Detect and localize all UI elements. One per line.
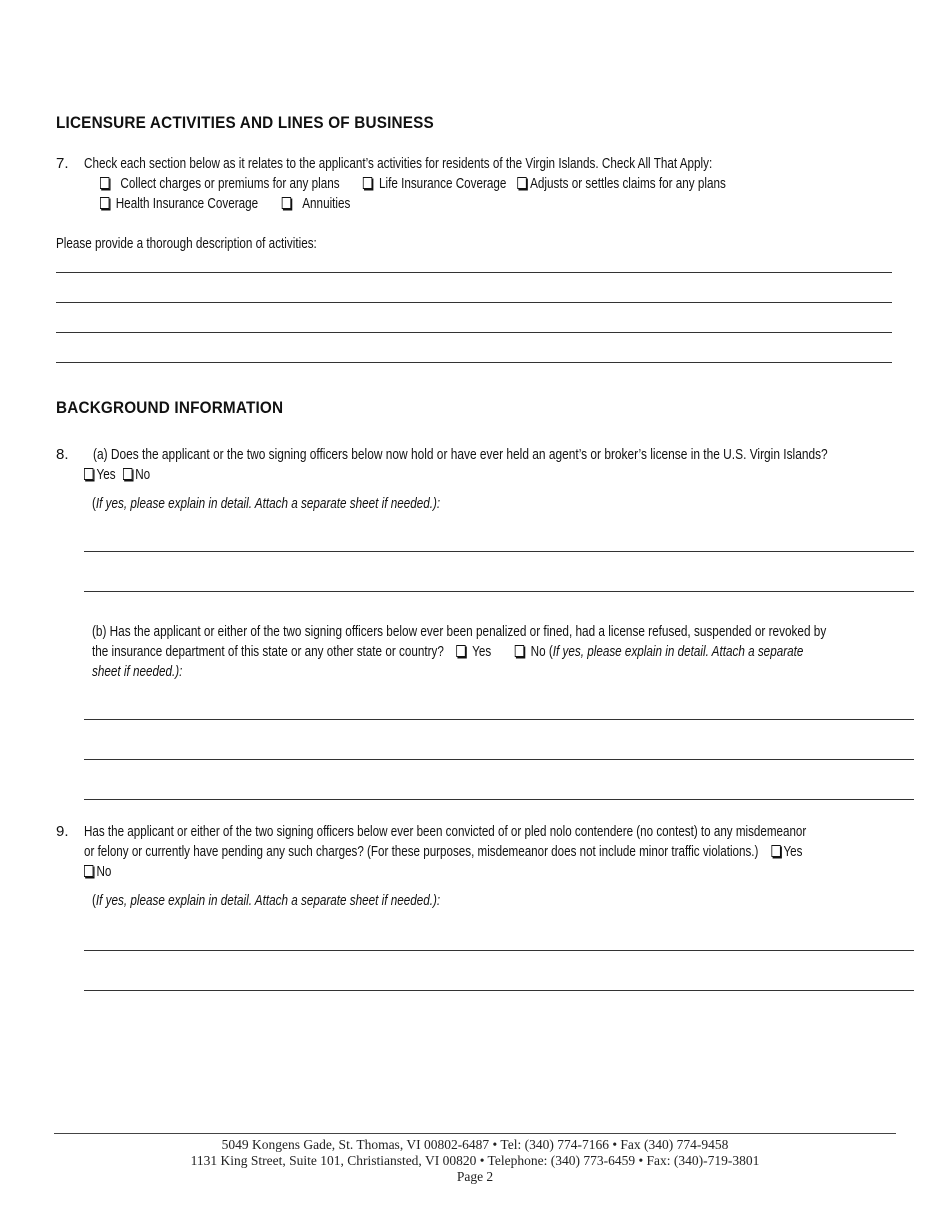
- checkbox-9-yes[interactable]: [771, 845, 780, 857]
- checkbox-8a-yes[interactable]: [84, 468, 93, 480]
- footer-address-christiansted: 1131 King Street, Suite 101, Christiansted, VI 00820 • Telephone: (340) 773-6459 • Fax: (340)-719-3801: [190, 1153, 760, 1168]
- footer-divider: [54, 1133, 896, 1134]
- description-line-2[interactable]: [56, 302, 892, 303]
- option-annuities-label: Annuities: [302, 195, 351, 212]
- q8a-answer-line-2[interactable]: [84, 591, 914, 592]
- option-8a-no-label: No: [135, 466, 151, 483]
- q8b-answer-line-1[interactable]: [84, 719, 914, 720]
- checkbox-9-no[interactable]: [84, 865, 93, 877]
- option-adjusts-claims-label: Adjusts or settles claims for any plans: [530, 175, 726, 192]
- option-8b-no-label: No: [530, 643, 546, 660]
- checkbox-adjusts-claims[interactable]: [518, 177, 527, 189]
- q9-answer-line-2[interactable]: [84, 990, 914, 991]
- option-collect-charges-label: Collect charges or premiums for any plans: [120, 175, 340, 192]
- option-9-yes-label: Yes: [783, 843, 803, 860]
- question-9-text-line2: or felony or currently have pending any such charges? (For these purposes, misdemeanor does not include minor traffic violations.) Yes: [84, 843, 803, 860]
- description-line-1[interactable]: [56, 272, 892, 273]
- checkbox-health-insurance[interactable]: [100, 197, 109, 209]
- q8a-answer-line-1[interactable]: [84, 551, 914, 552]
- section-heading-licensure: LICENSURE ACTIVITIES AND LINES OF BUSINESS: [56, 113, 434, 132]
- option-health-insurance-label: Health Insurance Coverage: [115, 195, 259, 212]
- question-7-options-row2: [100, 194, 950, 214]
- description-line-4[interactable]: [56, 362, 892, 363]
- checkbox-8b-no[interactable]: [515, 645, 524, 657]
- q8b-answer-line-3[interactable]: [84, 799, 914, 800]
- description-line-3[interactable]: [56, 332, 892, 333]
- checkbox-life-insurance[interactable]: [363, 177, 372, 189]
- q8b-answer-line-2[interactable]: [84, 759, 914, 760]
- option-9-no-label: No: [96, 863, 112, 880]
- question-8b-explain-line2: sheet if needed.):: [92, 663, 183, 680]
- checkbox-annuities[interactable]: [282, 197, 291, 209]
- question-8a-explain: (If yes, please explain in detail. Attach a separate sheet if needed.):: [92, 495, 441, 512]
- question-7-number: 7.: [56, 155, 69, 172]
- question-9-explain: (If yes, please explain in detail. Attach a separate sheet if needed.):: [92, 892, 441, 909]
- question-8a-text: (a) Does the applicant or the two signing officers below now hold or have ever held an agent’s or broker’s license in the U.S. Virgin Islands?: [93, 446, 828, 463]
- option-8b-yes-label: Yes: [472, 643, 492, 660]
- question-7-options-row1: [100, 174, 950, 194]
- question-9-no-answer: [84, 862, 119, 882]
- question-8b-text-line2: the insurance department of this state or any other state or country? Yes No (If yes, please explain in detail. Attach a separate: [92, 643, 804, 660]
- question-7-text: Check each section below as it relates to the applicant’s activities for residents of the Virgin Islands. Check All That Apply:: [84, 155, 713, 172]
- checkbox-8a-no[interactable]: [123, 468, 132, 480]
- question-8a-answers: [84, 465, 169, 485]
- checkbox-8b-yes[interactable]: [457, 645, 466, 657]
- question-8b-text: (b) Has the applicant or either of the two signing officers below ever been penalized or fined, had a license refused, suspended or revoked by: [92, 623, 827, 640]
- option-8a-yes-label: Yes: [96, 466, 116, 483]
- question-9-number: 9.: [56, 823, 69, 840]
- footer-address-stthomas: 5049 Kongens Gade, St. Thomas, VI 00802-6487 • Tel: (340) 774-7166 • Fax (340) 774-9458: [221, 1137, 729, 1152]
- section-heading-background: BACKGROUND INFORMATION: [56, 398, 284, 417]
- option-life-insurance-label: Life Insurance Coverage: [378, 175, 507, 192]
- question-8-number: 8.: [56, 446, 69, 463]
- q9-answer-line-1[interactable]: [84, 950, 914, 951]
- checkbox-collect-charges[interactable]: [100, 177, 109, 189]
- page-number: Page 2: [456, 1169, 494, 1184]
- description-label: Please provide a thorough description of activities:: [56, 235, 317, 252]
- question-9-text: Has the applicant or either of the two signing officers below ever been convicted of or pled nolo contendere (no contest) to any misdemeanor: [84, 823, 807, 840]
